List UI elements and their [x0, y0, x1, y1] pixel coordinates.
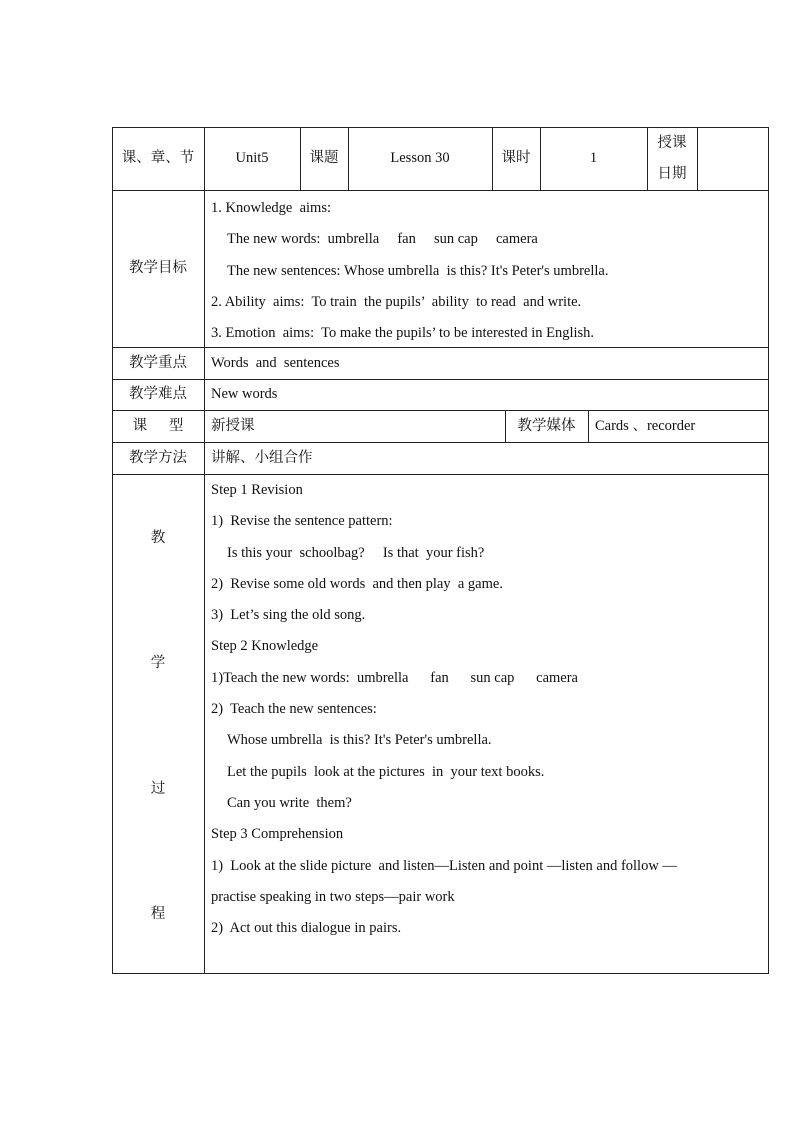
process-label-char: 教	[150, 530, 166, 546]
period-value: 1	[589, 150, 598, 166]
process-line: 3) Let’s sing the old song.	[211, 607, 366, 624]
media-label: 教学媒体	[517, 418, 576, 434]
objectives-content	[211, 193, 766, 349]
methods-label: 教学方法	[129, 450, 187, 466]
lesson-type-value: 新授课	[211, 418, 255, 434]
process-line: Step 3 Comprehension	[211, 826, 344, 843]
difficulties-label: 教学难点	[129, 386, 187, 402]
process-line: 2) Teach the new sentences:	[211, 701, 377, 718]
process-line: Step 1 Revision	[211, 482, 303, 498]
topic-value: Lesson 30	[390, 150, 450, 166]
media-value: Cards 、recorder	[595, 418, 696, 434]
process-line: Is this your schoolbag? Is that your fish?	[227, 544, 485, 561]
objective-line: 1. Knowledge aims:	[211, 200, 332, 216]
objective-line: 2. Ability aims: To train the pupils’ ability to read and write.	[211, 293, 582, 310]
period-label: 课时	[501, 150, 531, 166]
lesson-type-label: 课 型	[132, 418, 184, 434]
topic-label: 课题	[309, 150, 339, 166]
process-line: 2) Act out this dialogue in pairs.	[211, 920, 402, 937]
process-line: practise speaking in two steps—pair work	[211, 888, 455, 905]
objective-line: The new sentences: Whose umbrella is this? It's Peter's umbrella.	[227, 262, 609, 279]
process-label-char: 程	[150, 906, 166, 922]
process-line: Can you write them?	[227, 794, 352, 811]
date-label-line2: 日期	[657, 166, 687, 182]
difficulties-value: New words	[211, 386, 278, 402]
process-line: 1) Revise the sentence pattern:	[211, 513, 393, 530]
process-content	[211, 475, 767, 944]
chapter-label: 课、章、节	[121, 150, 195, 166]
process-label-char: 学	[150, 655, 166, 671]
process-line: 1)Teach the new words: umbrella fan sun cap camera	[211, 669, 578, 686]
objective-line: The new words: umbrella fan sun cap camera	[227, 231, 538, 248]
process-line: Step 2 Knowledge	[211, 638, 319, 655]
objective-line: 3. Emotion aims: To make the pupils’ to be interested in English.	[211, 325, 595, 342]
key-points-value: Words and sentences	[211, 355, 340, 371]
process-line: Let the pupils look at the pictures in your text books.	[227, 763, 545, 780]
key-points-label: 教学重点	[129, 355, 187, 371]
process-line: 1) Look at the slide picture and listen—Listen and point —listen and follow —	[211, 857, 677, 874]
unit-value: Unit5	[235, 150, 269, 166]
objectives-label: 教学目标	[129, 260, 187, 276]
methods-value: 讲解、小组合作	[211, 450, 313, 466]
date-value	[697, 127, 769, 190]
date-label-line1: 授课	[657, 135, 687, 151]
process-line: 2) Revise some old words and then play a game.	[211, 575, 503, 592]
process-label-char: 过	[150, 781, 166, 797]
process-line: Whose umbrella is this? It's Peter's umbrella.	[227, 732, 492, 749]
